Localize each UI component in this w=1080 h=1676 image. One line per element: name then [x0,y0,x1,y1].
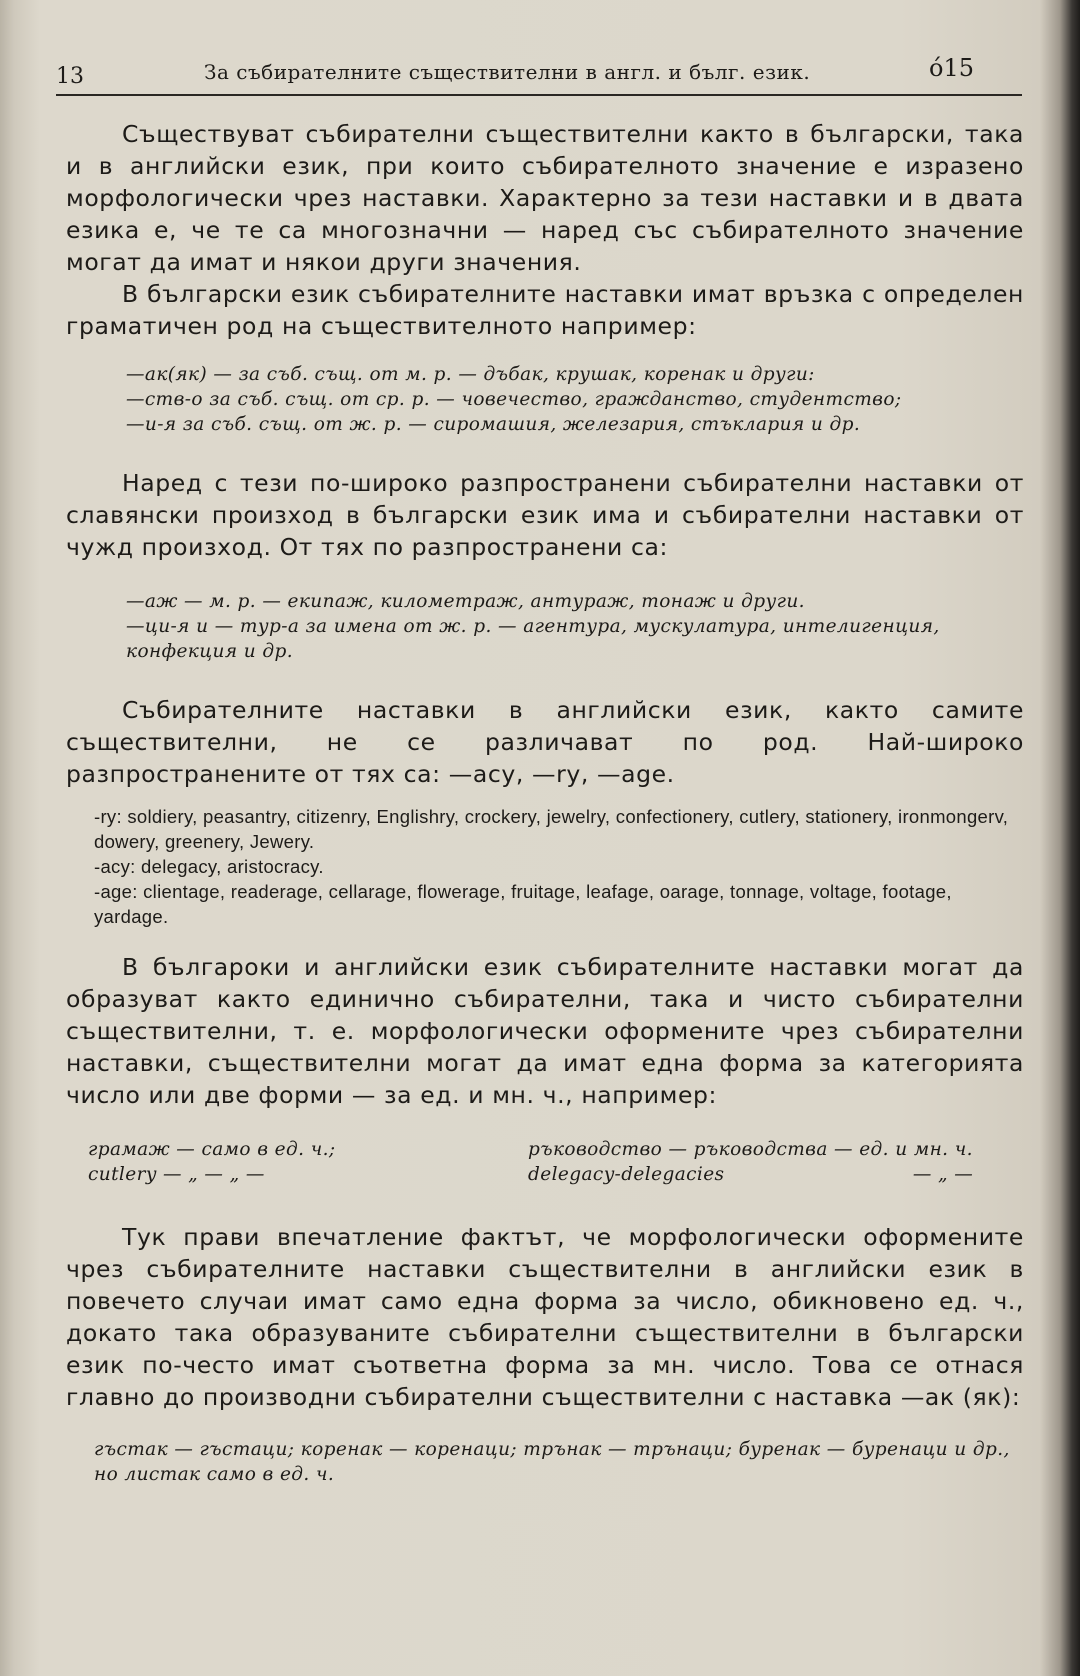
example-line: —аж — м. р. — екипаж, километраж, антураж, тонаж и други. [126,591,805,612]
example-line: —ци-я и — тур-а за имена от ж. р. — агентура, мускулатура, интелигенция, конфекция и др. [126,616,940,662]
example-line: —ак(як) — за съб. същ. от м. р. — дъбак, крушак, коренак и други: [126,364,815,385]
example-line: cutlery — „ — „ — [88,1164,265,1185]
paragraph-6: Тук прави впечатление фактът, че морфологически оформените чрез събирателните наставки съществителни в английски език в повечето случаи имат само една форма за число, обикновено ед. ч., докато така образуваните събирателни съществителни в български език по-често имат съответна форма за мн. число. Това се отнася главно до производни събирателни съществителни с наставка —ак (як): [66,1223,1024,1411]
left-column [88,1137,508,1187]
example-line: ръководство — ръководства — ед. и мн. ч. [528,1139,973,1160]
foreign-suffix-examples [126,589,1016,664]
right-column [528,1137,1028,1187]
left-page-number: 13 [56,64,84,89]
example-line: -acy: delegacy, aristocracy. [94,856,324,877]
example-line: -ry: soldiery, peasantry, citizenry, Englishry, crockery, jewelry, confectionery, cutlery, stationery, ironmongerv, dowery, greenery, Jewery. [94,806,1009,852]
example-line: -age: clientage, readerage, cellarage, flowerage, fruitage, leafage, oarage, tonnage, voltage, footage, yardage. [94,881,952,927]
right-page-number: ó15 [929,54,974,82]
native-suffix-examples [126,362,1016,437]
example-line: delegacy-delegacies — „ — [528,1164,974,1185]
page-content [66,118,1024,1487]
example-line: —и-я за съб. същ. от ж. р. — сиромашия, железария, стъклария и др. [126,414,861,435]
paragraph-4: Събирателните наставки в английски език, както самите съществителни, не се различават по род. Най-широко разпространените от тях са: —acy, —ry, —age. [66,696,1024,788]
paragraph-1: Съществуват събирателни съществителни както в български, така и в английски език, при които събирателното значение е изразено морфологически чрез наставки. Характерно за тези наставки и в двата езика е, че те са многозначни — наред със събирателното значение могат да имат и някои други значения. [66,120,1024,276]
paragraph-3: Наред с тези по-широко разпространени събирателни наставки от славянски произход в български език има и събирателни наставки от чужд произход. От тях по разпространени са: [66,469,1024,561]
final-example: гъстак — гъстаци; коренак — коренаци; трънак — трънаци; буренак — буренаци и др., но листак само в ед. ч. [94,1439,1010,1485]
english-suffix-examples [94,804,1024,929]
running-head [56,54,1022,96]
example-line: грамаж — само в ед. ч.; [88,1139,336,1160]
example-line: —ств-о за съб. същ. от ср. р. — човечество, гражданство, студентство; [126,389,902,410]
running-title: За събирателните съществителни в англ. и бълг. език. [204,60,811,84]
paragraph-2: В български език събирателните наставки имат връзка с определен граматичен род на съществителното например: [66,280,1024,340]
number-form-examples [88,1137,1028,1199]
paragraph-5: В българоки и английски език събирателните наставки могат да образуват както единично събирателни, така и чисто събирателни съществителни, т. е. морфологически оформените чрез събирателни наставки, съществителни могат да имат една форма за категорията число или две форми — за ед. и мн. ч., например: [66,953,1024,1109]
